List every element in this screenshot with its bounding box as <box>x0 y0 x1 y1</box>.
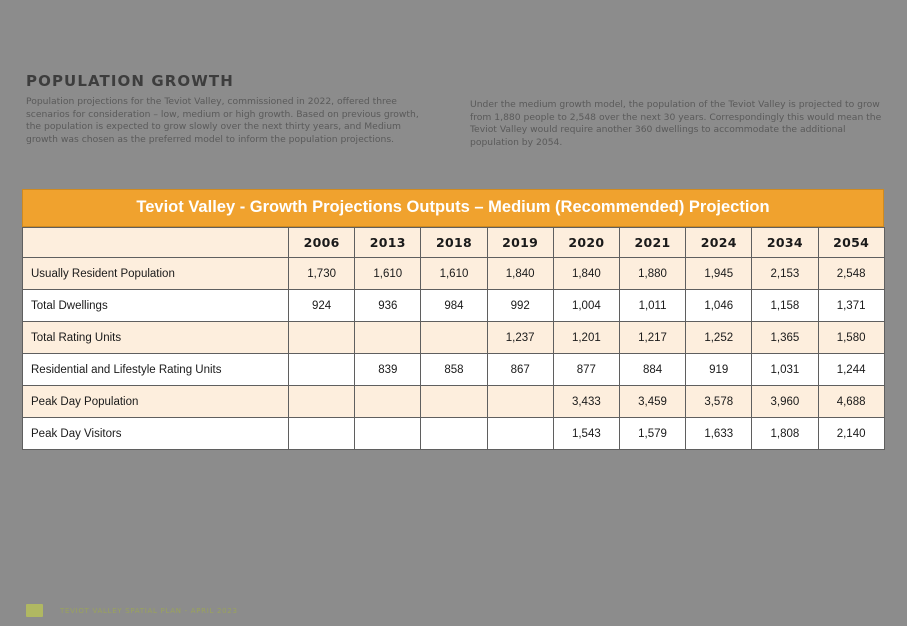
column-header-2013: 2013 <box>355 228 421 258</box>
cell: 992 <box>487 290 553 322</box>
organisation-logo <box>26 604 43 617</box>
row-label: Total Rating Units <box>23 322 289 354</box>
cell: 1,252 <box>686 322 752 354</box>
footer-caption: TEVIOT VALLEY SPATIAL PLAN - APRIL 2023 <box>60 607 238 615</box>
row-label: Peak Day Visitors <box>23 418 289 450</box>
table-header-row <box>23 228 885 258</box>
table-row <box>23 290 885 322</box>
cell: 1,237 <box>487 322 553 354</box>
cell <box>355 322 421 354</box>
cell: 984 <box>421 290 487 322</box>
table-row <box>23 258 885 290</box>
cell: 1,579 <box>619 418 685 450</box>
row-label: Peak Day Population <box>23 386 289 418</box>
cell: 1,808 <box>752 418 818 450</box>
cell: 1,945 <box>686 258 752 290</box>
column-header-2018: 2018 <box>421 228 487 258</box>
row-label: Residential and Lifestyle Rating Units <box>23 354 289 386</box>
cell: 1,201 <box>553 322 619 354</box>
cell: 4,688 <box>818 386 884 418</box>
intro-paragraph-right: Under the medium growth model, the population of the Teviot Valley is projected to grow from 1,880 people to 2,548 over the next 30 years. Correspondingly this would mean the Teviot Valley would require another 360 dwellings to accommodate the additional population by 2054. <box>470 99 882 148</box>
cell: 1,633 <box>686 418 752 450</box>
cell: 1,031 <box>752 354 818 386</box>
cell: 2,153 <box>752 258 818 290</box>
column-header-2021: 2021 <box>619 228 685 258</box>
cell: 1,244 <box>818 354 884 386</box>
column-header-2019: 2019 <box>487 228 553 258</box>
cell: 1,580 <box>818 322 884 354</box>
cell <box>421 386 487 418</box>
cell <box>289 418 355 450</box>
cell: 1,217 <box>619 322 685 354</box>
cell <box>289 322 355 354</box>
cell <box>487 386 553 418</box>
cell: 3,433 <box>553 386 619 418</box>
cell: 877 <box>553 354 619 386</box>
cell: 1,004 <box>553 290 619 322</box>
cell <box>355 418 421 450</box>
cell: 924 <box>289 290 355 322</box>
column-header-rowlabel <box>23 228 289 258</box>
cell: 1,610 <box>421 258 487 290</box>
cell: 936 <box>355 290 421 322</box>
cell: 1,543 <box>553 418 619 450</box>
cell: 867 <box>487 354 553 386</box>
cell: 3,960 <box>752 386 818 418</box>
cell: 1,365 <box>752 322 818 354</box>
column-header-2034: 2034 <box>752 228 818 258</box>
table-row <box>23 418 885 450</box>
cell: 2,140 <box>818 418 884 450</box>
table-row <box>23 354 885 386</box>
row-label: Usually Resident Population <box>23 258 289 290</box>
cell: 884 <box>619 354 685 386</box>
column-header-2054: 2054 <box>818 228 884 258</box>
cell <box>289 386 355 418</box>
page-title: POPULATION GROWTH <box>26 72 234 90</box>
cell: 1,730 <box>289 258 355 290</box>
growth-projections-table-block <box>22 189 884 450</box>
cell: 1,011 <box>619 290 685 322</box>
cell: 1,880 <box>619 258 685 290</box>
cell: 1,840 <box>487 258 553 290</box>
column-header-2006: 2006 <box>289 228 355 258</box>
cell: 1,610 <box>355 258 421 290</box>
cell <box>421 418 487 450</box>
cell: 3,578 <box>686 386 752 418</box>
cell <box>289 354 355 386</box>
column-header-2020: 2020 <box>553 228 619 258</box>
cell: 2,548 <box>818 258 884 290</box>
cell: 858 <box>421 354 487 386</box>
cell <box>421 322 487 354</box>
cell <box>487 418 553 450</box>
cell <box>355 386 421 418</box>
table-title: Teviot Valley - Growth Projections Outputs – Medium (Recommended) Projection <box>22 189 884 227</box>
cell: 1,046 <box>686 290 752 322</box>
column-header-2024: 2024 <box>686 228 752 258</box>
table-row <box>23 386 885 418</box>
intro-paragraph-left: Population projections for the Teviot Valley, commissioned in 2022, offered three scenarios for consideration – low, medium or high growth. Based on previous growth, the population is expected to grow slowly over the next thirty years, and Medium growth was chosen as the preferred model to inform the population projections. <box>26 96 419 145</box>
cell: 839 <box>355 354 421 386</box>
cell: 1,158 <box>752 290 818 322</box>
growth-projections-table <box>22 227 885 450</box>
cell: 919 <box>686 354 752 386</box>
row-label: Total Dwellings <box>23 290 289 322</box>
cell: 3,459 <box>619 386 685 418</box>
table-row <box>23 322 885 354</box>
cell: 1,840 <box>553 258 619 290</box>
cell: 1,371 <box>818 290 884 322</box>
